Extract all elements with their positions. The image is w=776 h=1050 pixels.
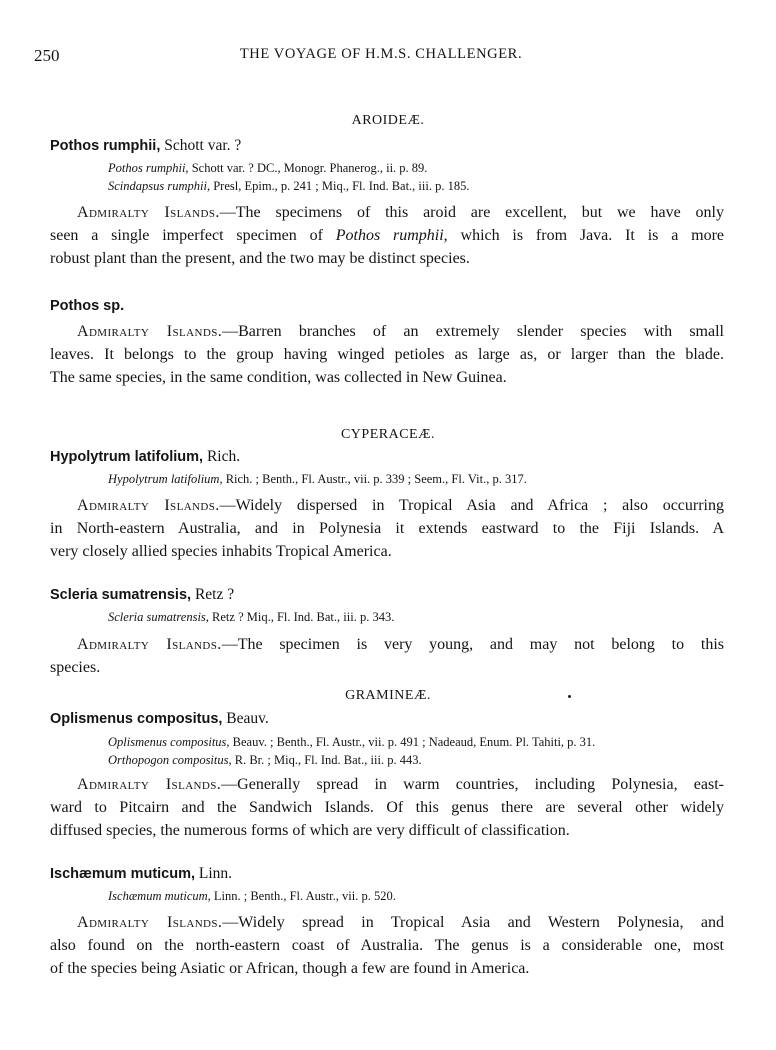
synonym-name: Scindapsus rumphii, [108, 179, 211, 193]
section-heading-cyperaceae: CYPERACEÆ. [340, 427, 436, 442]
page-number: 250 [34, 46, 60, 65]
paragraph-line: Admiralty Islands.—Widely dispersed in Tropical Asia and Africa ; also occurring [77, 497, 724, 514]
synonym-line [108, 610, 394, 625]
paragraph-line: leaves. It belongs to the group having winged petioles as large as, or larger than the blade. [50, 346, 724, 363]
species-heading-hypolytrum [50, 448, 240, 466]
species-name: Ischæmum muticum, [50, 866, 196, 882]
page-header [34, 46, 728, 70]
species-heading-ischaemum [50, 865, 232, 883]
synonym-line [108, 889, 396, 904]
paragraph-oplismenus [50, 773, 724, 842]
species-heading-scleria [50, 586, 234, 604]
paragraph-line: of the species being Asiatic or African, though a few are found in America. [50, 960, 530, 977]
paragraph-line: The same species, in the same condition, was collected in New Guinea. [50, 369, 507, 386]
synonym-reference: Beauv. ; Benth., Fl. Austr., vii. p. 491 ; Nadeaud, Enum. Pl. Tahiti, p. 31. [229, 735, 596, 749]
synonym-line [108, 161, 427, 176]
synonym-reference: Retz ? Miq., Fl. Ind. Bat., iii. p. 343. [208, 610, 395, 624]
synonym-name: Hypolytrum latifolium, [108, 472, 223, 486]
paragraph-line: seen a single imperfect specimen of Pothos rumphii, which is from Java. It is a more [50, 227, 724, 244]
paragraph-line: species. [50, 659, 101, 676]
locality-label: Admiralty Islands. [77, 204, 220, 221]
species-authority: Schott var. ? [160, 137, 242, 154]
species-authority: Beauv. [222, 710, 269, 727]
synonym-line [108, 753, 422, 768]
running-title: THE VOYAGE OF H.M.S. CHALLENGER. [239, 46, 523, 62]
synonym-name: Ischæmum muticum, [108, 889, 211, 903]
species-authority: Linn. [195, 865, 233, 882]
paragraph-line: Admiralty Islands.—Generally spread in warm countries, including Polynesia, east- [77, 776, 725, 793]
paragraph-line: ward to Pitcairn and the Sandwich Islands. Of this genus there are several other widely [50, 799, 724, 816]
ink-speck [568, 695, 571, 698]
synonym-name: Scleria sumatrensis, [108, 610, 209, 624]
synonym-line [108, 179, 469, 194]
locality-label: Admiralty Islands. [77, 497, 220, 514]
locality-label: Admiralty Islands. [77, 636, 222, 653]
species-name: Hypolytrum latifolium, [50, 449, 204, 465]
species-heading-pothos-sp [50, 297, 124, 315]
synonym-name: Oplismenus compositus, [108, 735, 230, 749]
synonym-reference: Linn. ; Benth., Fl. Austr., vii. p. 520. [210, 889, 396, 903]
synonym-line [108, 472, 527, 487]
synonym-name: Orthopogon compositus, [108, 753, 232, 767]
species-name: Scleria sumatrensis, [50, 587, 192, 603]
synonym-reference: Presl, Epim., p. 241 ; Miq., Fl. Ind. Bat., iii. p. 185. [210, 179, 470, 193]
paragraph-pothos-rumphii [50, 201, 724, 270]
species-name: Pothos rumphii, [50, 138, 161, 154]
paragraph-line: very closely allied species inhabits Tropical America. [50, 543, 392, 560]
paragraph-line: Admiralty Islands.—Barren branches of an extremely slender species with small [77, 323, 724, 340]
species-authority: Retz ? [191, 586, 235, 603]
species-heading-oplismenus [50, 710, 269, 728]
synonym-reference: Schott var. ? DC., Monogr. Phanerog., ii. p. 89. [188, 161, 428, 175]
locality-label: Admiralty Islands. [77, 914, 223, 931]
paragraph-hypolytrum [50, 494, 724, 563]
italic-species-name: Pothos rumphii, [335, 227, 448, 244]
species-name: Pothos sp. [50, 298, 125, 314]
synonym-line [108, 735, 595, 750]
locality-label: Admiralty Islands. [77, 776, 222, 793]
paragraph-line: also found on the north-eastern coast of Australia. The genus is a considerable one, most [50, 937, 724, 954]
species-authority: Rich. [203, 448, 241, 465]
paragraph-pothos-sp [50, 320, 724, 389]
species-name: Oplismenus compositus, [50, 711, 223, 727]
species-heading-pothos-rumphii [50, 137, 241, 155]
section-heading-aroideae: AROIDEÆ. [351, 113, 425, 128]
paragraph-line: in North-eastern Australia, and in Polynesia it extends eastward to the Fiji Islands. A [50, 520, 724, 537]
paragraph-line: Admiralty Islands.—Widely spread in Tropical Asia and Western Polynesia, and [77, 914, 724, 931]
paragraph-line: Admiralty Islands.—The specimens of this aroid are excellent, but we have only [77, 204, 724, 221]
paragraph-line: Admiralty Islands.—The specimen is very young, and may not belong to this [77, 636, 724, 653]
paragraph-line: robust plant than the present, and the two may be distinct species. [50, 250, 470, 267]
synonym-name: Pothos rumphii, [108, 161, 189, 175]
synonym-reference: Rich. ; Benth., Fl. Austr., vii. p. 339 ; Seem., Fl. Vit., p. 317. [222, 472, 527, 486]
section-heading-gramineae: GRAMINEÆ. [345, 688, 431, 703]
locality-label: Admiralty Islands. [77, 323, 223, 340]
synonym-reference: R. Br. ; Miq., Fl. Ind. Bat., iii. p. 443. [231, 753, 422, 767]
paragraph-scleria [50, 633, 724, 679]
paragraph-line: diffused species, the numerous forms of which are very difficult of classification. [50, 822, 570, 839]
paragraph-ischaemum [50, 911, 724, 980]
